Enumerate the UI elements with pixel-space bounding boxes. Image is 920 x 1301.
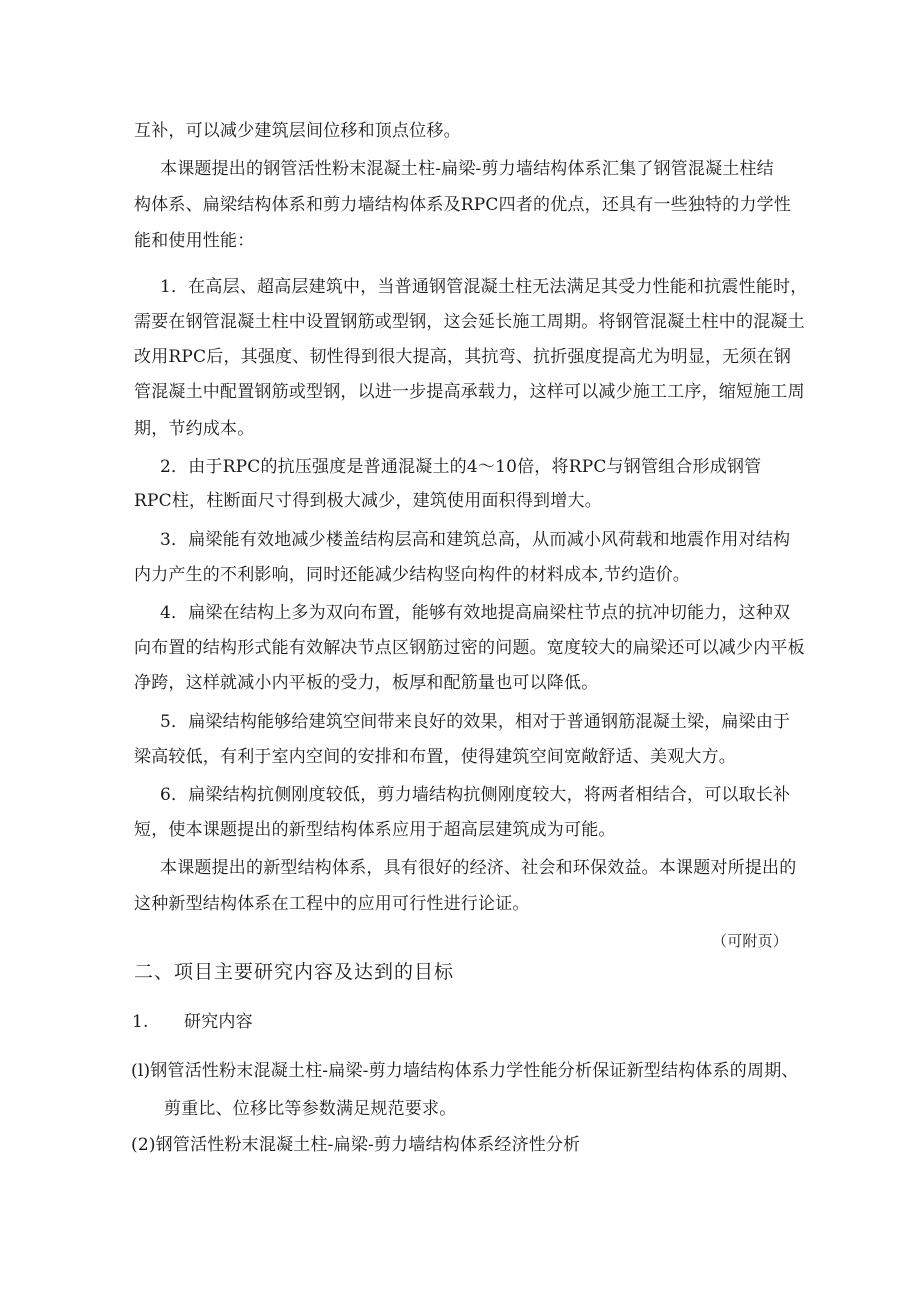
list-item-line: 短，使本课题提出的新型结构体系应用于超高层建筑成为可能。: [134, 820, 616, 840]
paragraph-line: 能和使用性能：: [134, 231, 255, 251]
section-heading: 二、项目主要研究内容及达到的目标: [134, 961, 455, 983]
list-item-line: 1．在高层、超高层建筑中，当普通钢管混凝土柱无法满足其受力性能和抗震性能时，: [160, 277, 808, 297]
list-item-line: 4．扁梁在结构上多为双向布置，能够有效地提高扁梁柱节点的抗冲切能力，这种双: [160, 603, 791, 623]
paragraph-line: 互补，可以减少建筑层间位移和顶点位移。: [134, 121, 461, 141]
list-item-line: 期，节约成本。: [134, 419, 255, 439]
research-item-line: 剪重比、位移比等参数满足规范要求。: [164, 1099, 457, 1119]
list-item-line: 改用RPC后，其强度、韧性得到很大提高，其抗弯、抗折强度提高尤为明显，无须在钢: [134, 347, 792, 367]
list-item-line: 管混凝土中配置钢筋或型钢，以进一步提高承载力，这样可以减少施工工序，缩短施工周: [134, 382, 805, 402]
paragraph-line: 本课题提出的新型结构体系，具有很好的经济、社会和环保效益。本课题对所提出的: [160, 858, 797, 878]
research-item-line: (2)钢管活性粉末混凝土柱-扁梁-剪力墙结构体系经济性分析: [131, 1135, 581, 1155]
attach-note: （可附页）: [712, 932, 789, 950]
subsection-title: 研究内容: [184, 1012, 253, 1032]
paragraph-line: 这种新型结构体系在工程中的应用可行性进行论证。: [134, 894, 530, 914]
list-item-line: 向布置的结构形式能有效解决节点区钢筋过密的问题。宽度较大的扁梁还可以减少内平板: [134, 638, 805, 658]
list-item-line: 需要在钢管混凝土柱中设置钢筋或型钢，这会延长施工周期。将钢管混凝土柱中的混凝土: [134, 312, 805, 332]
list-item-line: 3．扁梁能有效地减少楼盖结构层高和建筑总高，从而减小风荷载和地震作用对结构: [160, 530, 791, 550]
list-item-line: 2．由于RPC的抗压强度是普通混凝土的4～10倍，将RPC与钢管组合形成钢管: [160, 457, 762, 477]
list-item-line: 6．扁梁结构抗侧刚度较低，剪力墙结构抗侧刚度较大，将两者相结合，可以取长补: [160, 785, 791, 805]
paragraph-line: 构体系、扁梁结构体系和剪力墙结构体系及RPC四者的优点，还具有一些独特的力学性: [134, 195, 792, 215]
list-item-line: RPC柱，柱断面尺寸得到极大减少，建筑使用面积得到增大。: [134, 491, 602, 511]
research-item-line: (l)钢管活性粉末混凝土柱-扁梁-剪力墙结构体系力学性能分析保证新型结构体系的周期、: [131, 1061, 799, 1081]
list-item-line: 内力产生的不利影响，同时还能减少结构竖向构件的材料成本,节约造价。: [134, 565, 691, 585]
paragraph-line: 本课题提出的钢管活性粉末混凝土柱-扁梁-剪力墙结构体系汇集了钢管混凝土柱结: [160, 159, 774, 179]
list-item-line: 5．扁梁结构能够给建筑空间带来良好的效果，相对于普通钢筋混凝土梁，扁梁由于: [160, 712, 791, 732]
subsection-number: 1.: [132, 1012, 149, 1032]
list-item-line: 梁高较低，有利于室内空间的安排和布置，使得建筑空间宽敞舒适、美观大方。: [134, 747, 736, 767]
list-item-line: 净跨，这样就减小内平板的受力，板厚和配筋量也可以降低。: [134, 673, 599, 693]
